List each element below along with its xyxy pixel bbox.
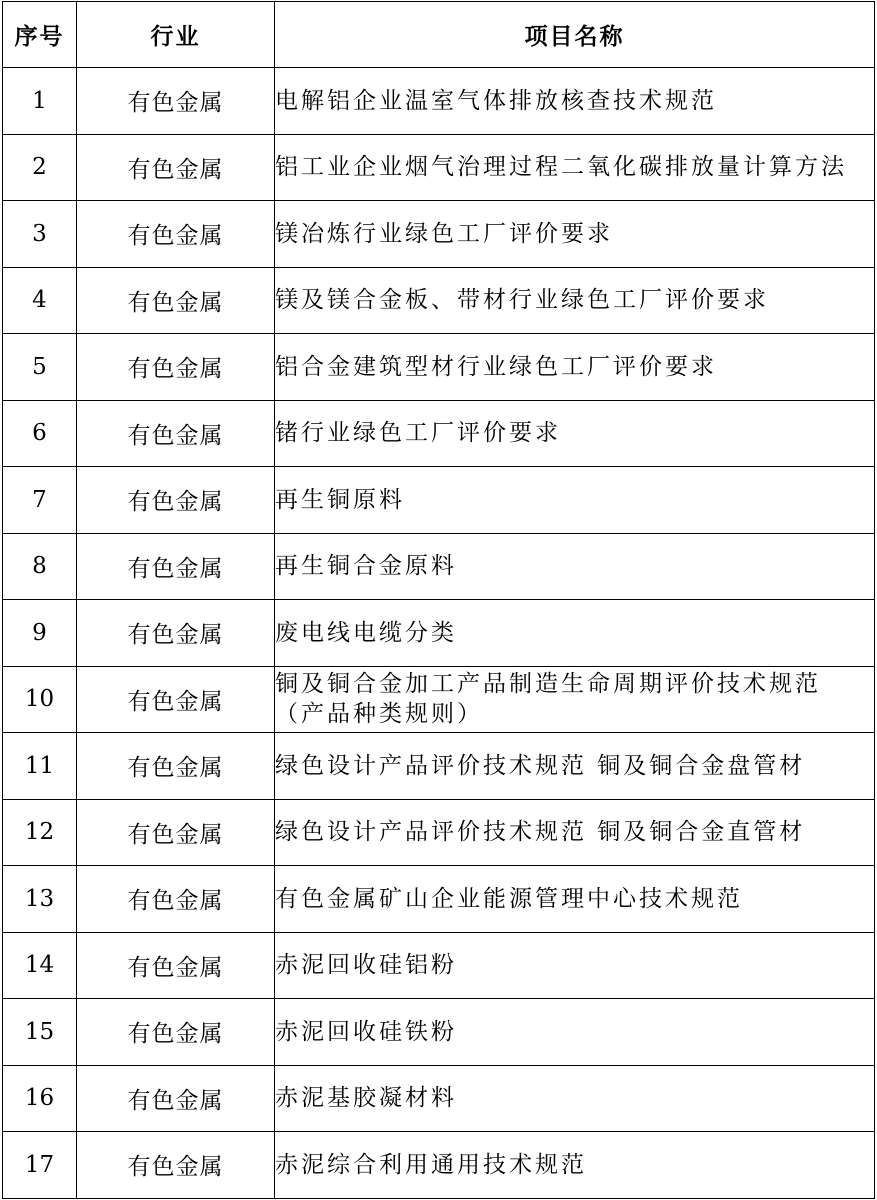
table-row: [3, 334, 875, 401]
table-header-row: [3, 2, 875, 68]
cell-serial-number: 6: [3, 400, 77, 467]
cell-serial-number: 10: [3, 666, 77, 733]
table-row: [3, 866, 875, 933]
cell-project-name: [275, 1065, 875, 1132]
cell-serial-number: 15: [3, 999, 77, 1066]
cell-industry: 有色金属: [77, 1065, 275, 1132]
cell-serial-number: 5: [3, 334, 77, 401]
cell-industry: 有色金属: [77, 134, 275, 201]
project-name-text: 再生铜合金原料: [275, 553, 457, 580]
table-row: [3, 68, 875, 135]
cell-serial-number: 3: [3, 201, 77, 268]
cell-industry: 有色金属: [77, 600, 275, 667]
cell-project-name: [275, 866, 875, 933]
cell-serial-number: 12: [3, 799, 77, 866]
cell-serial-number: 14: [3, 932, 77, 999]
cell-serial-number: 13: [3, 866, 77, 933]
cell-project-name: [275, 467, 875, 534]
cell-industry: 有色金属: [77, 201, 275, 268]
cell-industry: 有色金属: [77, 400, 275, 467]
project-name-text: 铜及铜合金加工产品制造生命周期评价技术规范: [275, 671, 821, 698]
cell-industry: 有色金属: [77, 866, 275, 933]
cell-project-name: [275, 1132, 875, 1199]
cell-project-name: [275, 600, 875, 667]
table-row: [3, 666, 875, 733]
project-name-text: 锗行业绿色工厂评价要求: [275, 420, 561, 447]
project-name-text: 赤泥回收硅铁粉: [275, 1018, 457, 1045]
cell-project-name: [275, 932, 875, 999]
cell-serial-number: 4: [3, 267, 77, 334]
table-row: [3, 267, 875, 334]
cell-industry: 有色金属: [77, 799, 275, 866]
cell-industry: 有色金属: [77, 1132, 275, 1199]
cell-serial-number: 8: [3, 533, 77, 600]
table-row: [3, 733, 875, 800]
cell-industry: 有色金属: [77, 467, 275, 534]
cell-project-name: [275, 733, 875, 800]
cell-project-name: [275, 999, 875, 1066]
project-name-text: 赤泥基胶凝材料: [275, 1085, 457, 1112]
cell-serial-number: 9: [3, 600, 77, 667]
cell-serial-number: 17: [3, 1132, 77, 1199]
table-row: [3, 799, 875, 866]
cell-serial-number: 2: [3, 134, 77, 201]
cell-project-name: [275, 400, 875, 467]
project-name-text: 赤泥回收硅铝粉: [275, 952, 457, 979]
table-row: [3, 1065, 875, 1132]
table-row: [3, 1132, 875, 1199]
project-name-text: 废电线电缆分类: [275, 619, 457, 646]
header-industry: 行业: [77, 2, 275, 68]
cell-serial-number: 1: [3, 68, 77, 135]
cell-serial-number: 16: [3, 1065, 77, 1132]
cell-industry: 有色金属: [77, 932, 275, 999]
table-row: [3, 134, 875, 201]
project-name-text: 绿色设计产品评价技术规范 铜及铜合金盘管材: [275, 752, 806, 779]
table-row: [3, 932, 875, 999]
cell-project-name: [275, 134, 875, 201]
project-name-text: 绿色设计产品评价技术规范 铜及铜合金直管材: [275, 819, 806, 846]
cell-industry: 有色金属: [77, 267, 275, 334]
project-name-text: 再生铜原料: [275, 486, 405, 513]
cell-industry: 有色金属: [77, 334, 275, 401]
cell-project-name: [275, 334, 875, 401]
project-name-text: 有色金属矿山企业能源管理中心技术规范: [275, 885, 743, 912]
project-name-text: 赤泥综合利用通用技术规范: [275, 1151, 587, 1178]
cell-project-name: [275, 799, 875, 866]
project-name-text: 铝工业企业烟气治理过程二氧化碳排放量计算方法: [275, 154, 847, 181]
table-row: [3, 467, 875, 534]
project-name-text: 镁冶炼行业绿色工厂评价要求: [275, 220, 613, 247]
project-name-continuation: （产品种类规则）: [275, 701, 483, 728]
header-serial-number: 序号: [3, 2, 77, 68]
cell-project-name: [275, 68, 875, 135]
cell-serial-number: 11: [3, 733, 77, 800]
project-name-text: 铝合金建筑型材行业绿色工厂评价要求: [275, 353, 717, 380]
cell-industry: 有色金属: [77, 68, 275, 135]
cell-industry: 有色金属: [77, 733, 275, 800]
table-row: [3, 600, 875, 667]
project-name-text: 电解铝企业温室气体排放核查技术规范: [275, 87, 717, 114]
cell-serial-number: 7: [3, 467, 77, 534]
header-project-name: 项目名称: [275, 2, 875, 68]
cell-project-name: [275, 666, 875, 733]
standards-table: [2, 1, 875, 1199]
table-row: [3, 400, 875, 467]
cell-project-name: [275, 533, 875, 600]
project-name-text: 镁及镁合金板、带材行业绿色工厂评价要求: [275, 287, 769, 314]
cell-project-name: [275, 267, 875, 334]
cell-industry: 有色金属: [77, 999, 275, 1066]
table-row: [3, 201, 875, 268]
cell-industry: 有色金属: [77, 533, 275, 600]
cell-project-name: [275, 201, 875, 268]
cell-industry: 有色金属: [77, 666, 275, 733]
table-row: [3, 533, 875, 600]
table-row: [3, 999, 875, 1066]
